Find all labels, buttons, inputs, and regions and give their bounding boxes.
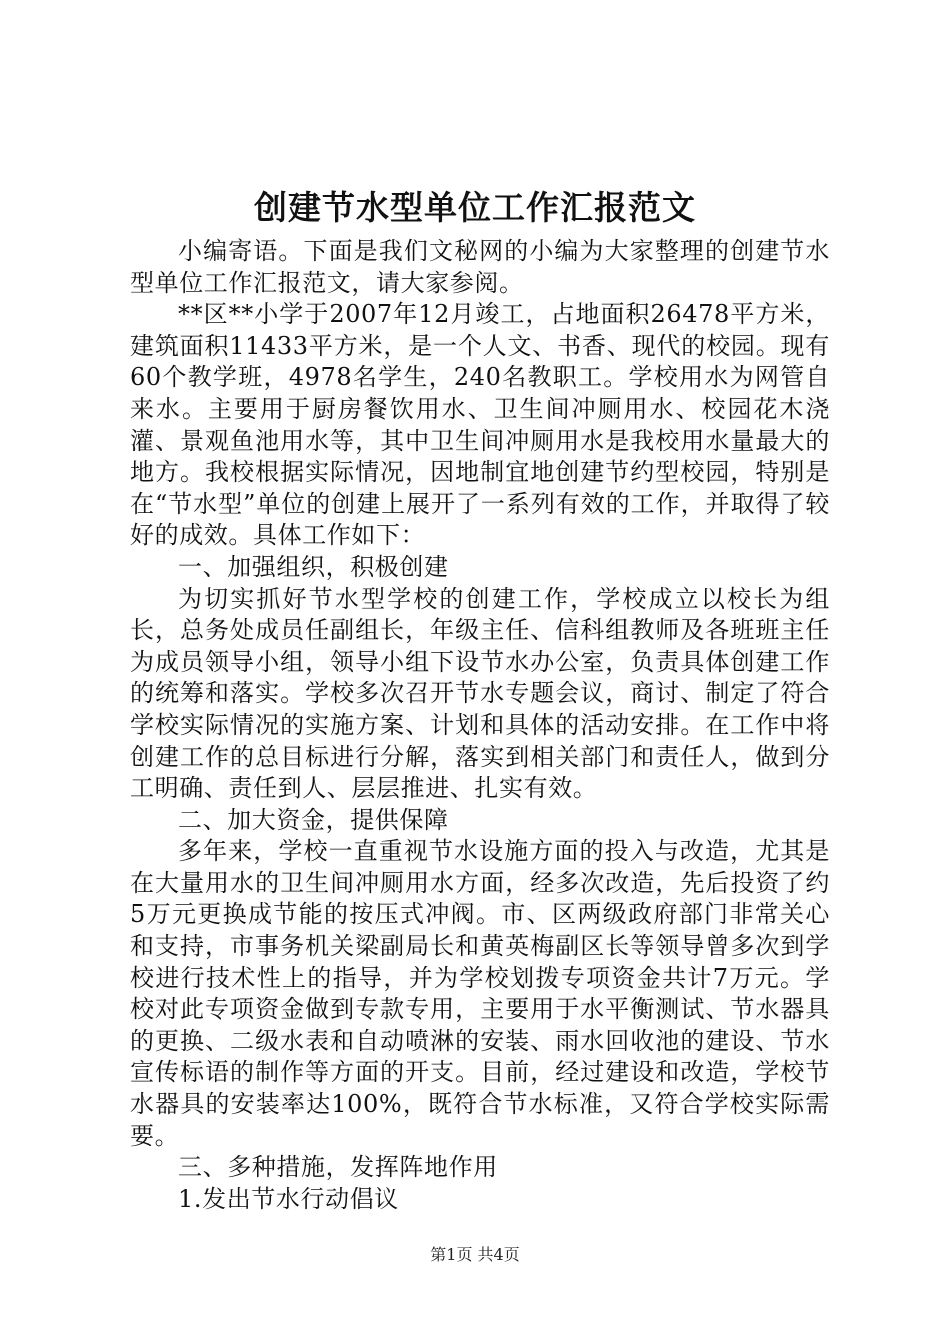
document-body: [130, 236, 830, 1215]
school-overview-paragraph: **区**小学于2007年12月竣工，占地面积26478平方米，建筑面积11433平方米，是一个人文、书香、现代的校园。现有60个教学班，4978名学生，240名教职工。学校用水为网管自来水。主要用于厨房餐饮用水、卫生间冲厕用水、校园花木浇灌、景观鱼池用水等，其中卫生间冲厕用水是我校用水量最大的地方。我校根据实际情况，因地制宜地创建节约型校园，特别是在“节水型”单位的创建上展开了一系列有效的工作，并取得了较好的成效。具体工作如下：: [130, 300, 830, 550]
funding-paragraph: 多年来，学校一直重视节水设施方面的投入与改造，尤其是在大量用水的卫生间冲厕用水方面，经多次改造，先后投资了约5万元更换成节能的按压式冲阀。市、区两级政府部门非常关心和支持，市事务机关梁副局长和黄英梅副区长等领导曾多次到学校进行技术性上的指导，并为学校划拨专项资金共计7万元。学校对此专项资金做到专款专用，主要用于水平衡测试、节水器具的更换、二级水表和自动喷淋的安装、雨水回收池的建设、节水宣传标语的制作等方面的开支。目前，经过建设和改造，学校节水器具的安装率达100%，既符合节水标准，又符合学校实际需要。: [130, 837, 830, 1150]
section-heading-2: 二、加大资金，提供保障: [178, 805, 449, 834]
intro-paragraph: 小编寄语。下面是我们文秘网的小编为大家整理的创建节水型单位工作汇报范文，请大家参阅。: [130, 237, 830, 297]
section-heading-1: 一、加强组织，积极创建: [178, 552, 449, 581]
organization-paragraph: 为切实抓好节水型学校的创建工作，学校成立以校长为组长，总务处成员任副组长，年级主任、信科组教师及各班班主任为成员领导小组，领导小组下设节水办公室，负责具体创建工作的统筹和落实。学校多次召开节水专题会议，商讨、制定了符合学校实际情况的实施方案、计划和具体的活动安排。在工作中将创建工作的总目标进行分解，落实到相关部门和责任人，做到分工明确、责任到人、层层推进、扎实有效。: [130, 584, 830, 803]
page-footer: 第1页 共4页: [430, 1245, 520, 1264]
section-heading-3: 三、多种措施，发挥阵地作用: [178, 1153, 498, 1182]
document-title: 创建节水型单位工作汇报范文: [254, 188, 696, 227]
subsection-heading-1: 1.发出节水行动倡议: [178, 1184, 399, 1213]
